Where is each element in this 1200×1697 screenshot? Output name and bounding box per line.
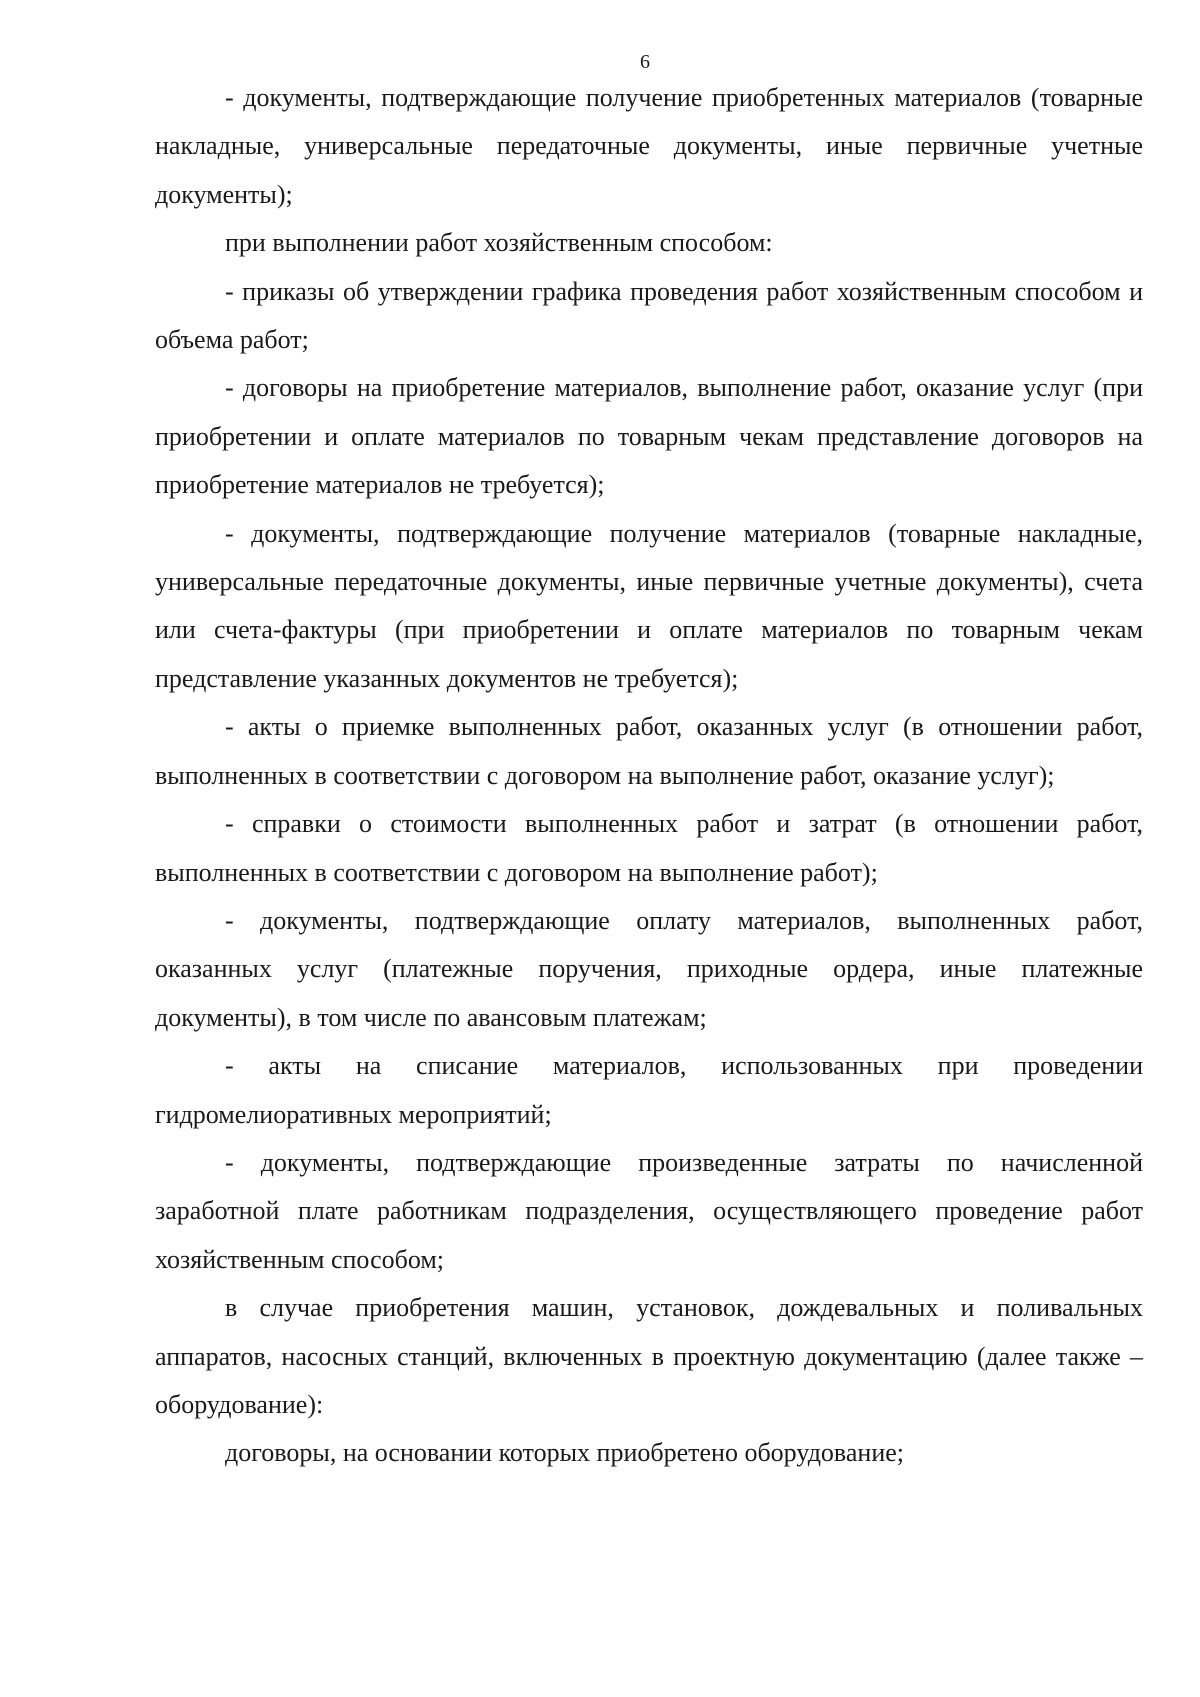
paragraph: при выполнении работ хозяйственным способом:	[225, 228, 773, 258]
paragraph: - приказы об утверждении графика проведения работ хозяйственным способом и объема работ;	[155, 276, 1143, 355]
paragraph: - документы, подтверждающие получение материалов (товарные накладные, универсальные передаточные документы, иные первичные учетные документы), счета или счета-фактуры (при приобретении и оплате материалов по товарным чекам представление указанных документов не требуется);	[155, 518, 1143, 693]
paragraph: - справки о стоимости выполненных работ и затрат (в отношении работ, выполненных в соответствии с договором на выполнение работ);	[155, 809, 1143, 887]
page-number: 6	[640, 51, 650, 73]
paragraph: - акты о приемке выполненных работ, оказанных услуг (в отношении работ, выполненных в соответствии с договором на выполнение работ, оказание услуг);	[155, 712, 1143, 790]
paragraph: - акты на списание материалов, использованных при проведении гидромелиоративных мероприятий;	[155, 1051, 1143, 1129]
paragraph: - документы, подтверждающие получение приобретенных материалов (товарные накладные, универсальные передаточные документы, иные первичные учетные документы);	[155, 83, 1143, 209]
paragraph: - документы, подтверждающие произведенные затраты по начисленной заработной плате работникам подразделения, осуществляющего проведение работ хозяйственным способом;	[155, 1147, 1143, 1274]
body-text	[155, 74, 1143, 1478]
paragraph: - документы, подтверждающие оплату материалов, выполненных работ, оказанных услуг (платежные поручения, приходные ордера, иные платежные документы), в том числе по авансовым платежам;	[155, 905, 1143, 1032]
paragraph: договоры, на основании которых приобретено оборудование;	[225, 1438, 904, 1468]
paragraph: - договоры на приобретение материалов, выполнение работ, оказание услуг (при приобретении и оплате материалов по товарным чекам представление договоров на приобретение материалов не требуется);	[155, 373, 1143, 500]
paragraph: в случае приобретения машин, установок, дождевальных и поливальных аппаратов, насосных станций, включенных в проектную документацию (далее также – оборудование):	[155, 1293, 1143, 1419]
